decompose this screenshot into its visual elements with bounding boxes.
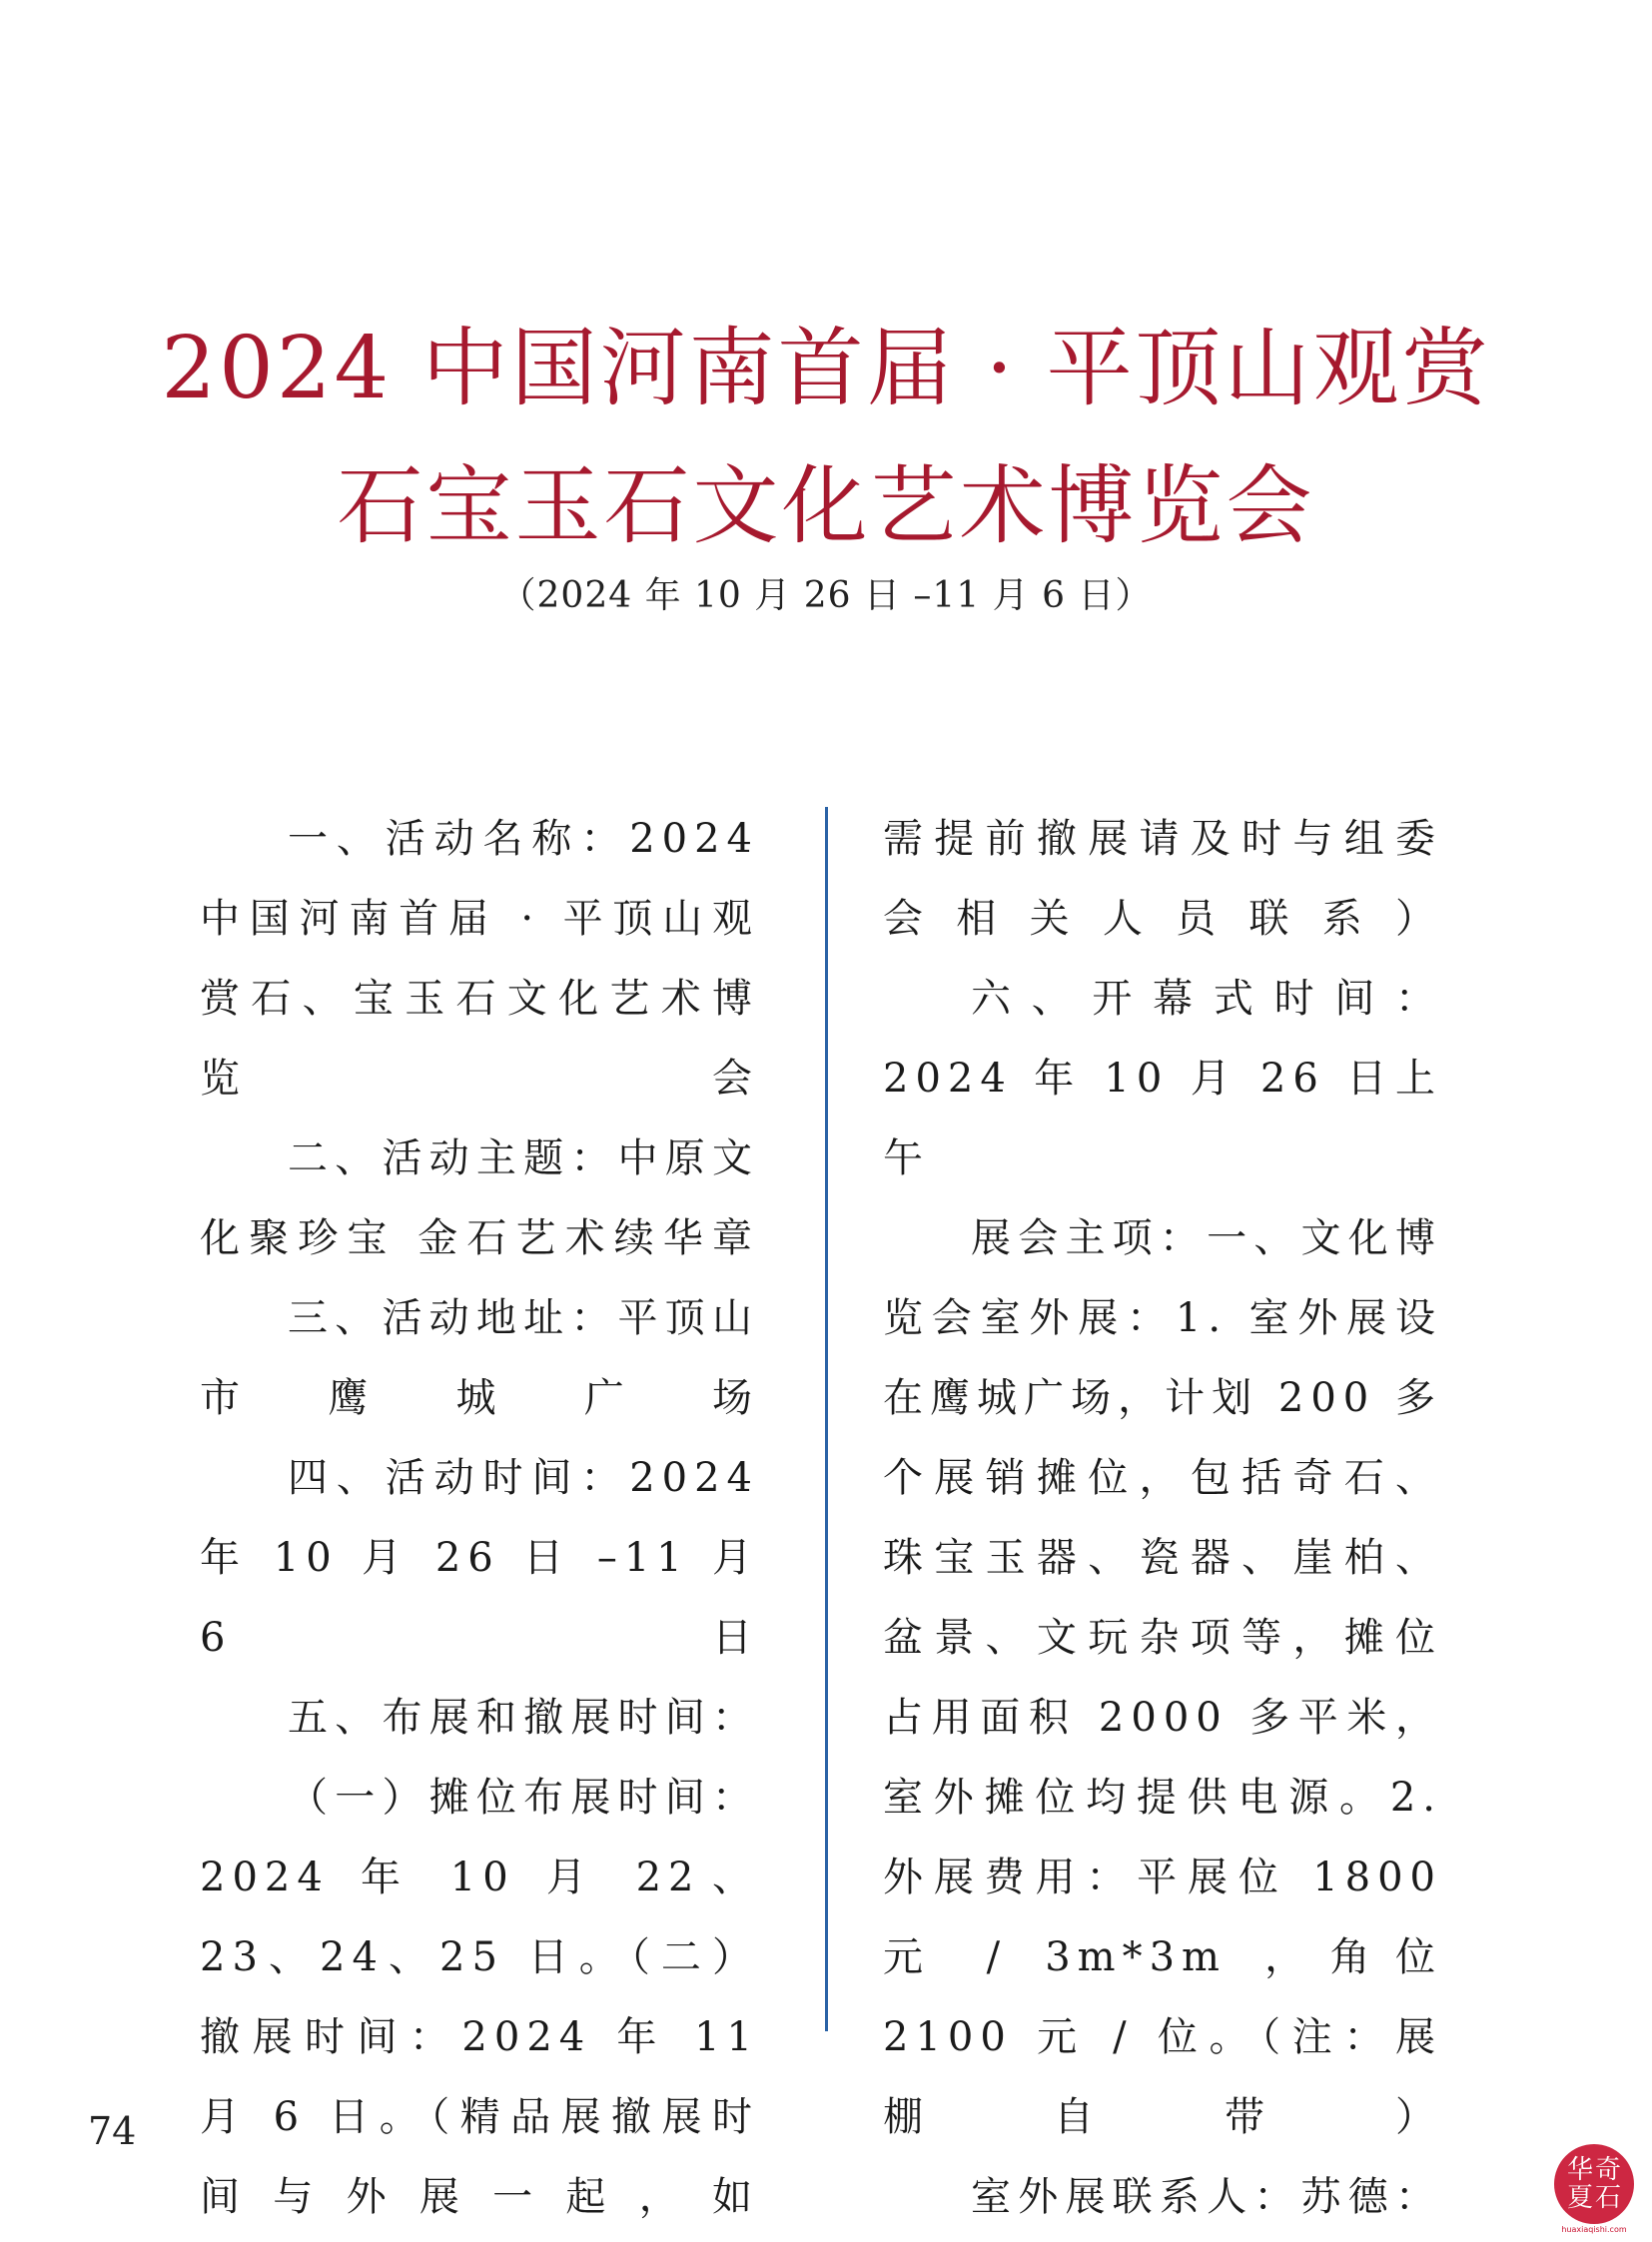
right-column xyxy=(883,799,1442,2237)
article-title xyxy=(0,300,1652,575)
svg-text:石: 石 xyxy=(1594,2183,1622,2213)
left-column xyxy=(200,799,759,2237)
svg-text:华: 华 xyxy=(1566,2155,1594,2185)
svg-text:huaxiaqishi.com: huaxiaqishi.com xyxy=(1561,2225,1627,2234)
paragraph: 展会主项：一、文化博览会室外展：1. 室外展设在鹰城广场，计划 200 多个展销摊位，包括奇石、珠宝玉器、瓷器、崖柏、盆景、文玩杂项等，摊位占用面积 2000 多平米，室外摊位均提供电源。2. 外展费用：平展位 1800 元 / 3m*3m ，角位 2100 元 / 位。（注：展棚自带） xyxy=(883,1215,1442,2140)
svg-text:奇: 奇 xyxy=(1594,2155,1622,2185)
title-line-1: 2024 中国河南首届 · 平顶山观赏 xyxy=(161,319,1491,418)
paragraph: 四、活动时间：2024 年 10 月 26 日 –11 月 6 日 xyxy=(200,1455,759,1661)
page-number: 74 xyxy=(88,2109,137,2153)
watermark-logo xyxy=(1546,2138,1642,2234)
event-date-range: （2024 年 10 月 26 日 –11 月 6 日） xyxy=(499,575,1153,616)
paragraph: 需提前撤展请及时与组委会相关人员联系） xyxy=(883,816,1442,942)
paragraph: 一、活动名称：2024 中国河南首届 · 平顶山观赏石、宝玉石文化艺术博览会 xyxy=(200,816,759,1102)
paragraph: 六、开幕式时间：2024 年 10 月 26 日上午 xyxy=(883,976,1442,1181)
paragraph: 三、活动地址：平顶山市鹰城广场 xyxy=(200,1295,759,1421)
paragraph: 室外展联系人：苏德： xyxy=(971,2174,1442,2220)
paragraph: （一）摊位布展时间：2024 年 10 月 22、23、24、25 日。（二）撤展时间：2024 年 11 月 6 日。（精品展撤展时间与外展一起，如 xyxy=(200,1775,759,2220)
paragraph: 五、布展和撤展时间： xyxy=(288,1695,759,1741)
paragraph: 二、活动主题：中原文化聚珍宝 金石艺术续华章 xyxy=(200,1135,759,1261)
title-line-2: 石宝玉石文化艺术博览会 xyxy=(337,456,1315,556)
svg-text:夏: 夏 xyxy=(1566,2183,1594,2213)
column-divider xyxy=(825,807,828,2031)
